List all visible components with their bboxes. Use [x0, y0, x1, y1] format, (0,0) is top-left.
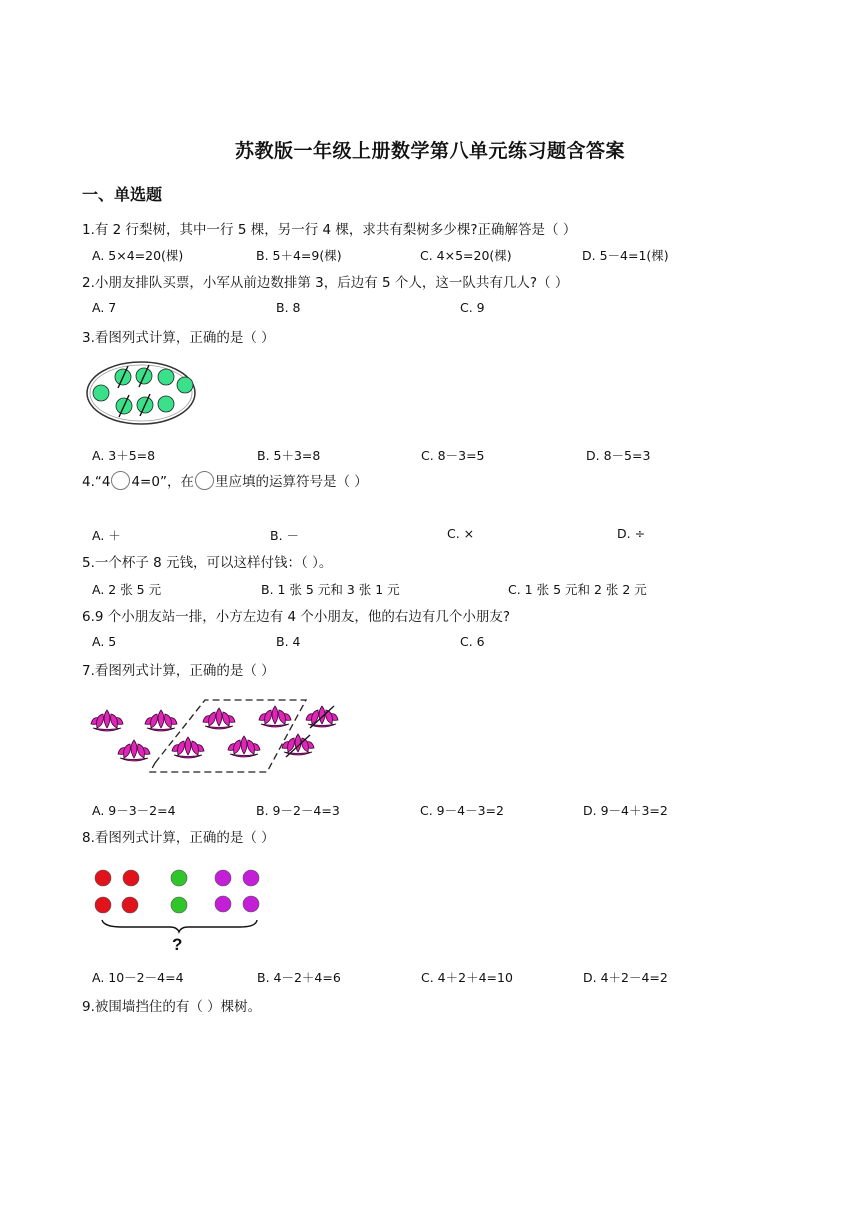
q4-option-d[interactable]: D. ÷	[617, 526, 646, 541]
q2-option-a[interactable]: A. 7	[92, 300, 117, 315]
q8-figure-colored-dots	[82, 856, 274, 958]
q4-option-c[interactable]: C. ×	[447, 526, 475, 541]
q3-option-d[interactable]: D. 8－5=3	[586, 448, 651, 463]
q8-question-mark: ?	[172, 935, 183, 954]
q5-option-a[interactable]: A. 2 张 5 元	[92, 582, 162, 597]
q6-option-c[interactable]: C. 6	[460, 634, 485, 649]
q1-option-a[interactable]: A. 5×4=20(棵)	[92, 248, 184, 263]
section-heading: 一、单选题	[82, 185, 163, 204]
q8-option-d[interactable]: D. 4＋2－4=2	[583, 970, 668, 985]
question-7: 7.看图列式计算，正确的是（ ）	[82, 663, 275, 679]
q8-option-a[interactable]: A. 10－2－4=4	[92, 970, 184, 985]
q5-option-c[interactable]: C. 1 张 5 元和 2 张 2 元	[508, 582, 647, 597]
question-4: 4.“4 4=0”，在 里应填的运算符号是（ ）	[82, 470, 368, 490]
blank-circle-icon	[111, 471, 130, 490]
q3-option-b[interactable]: B. 5＋3=8	[257, 448, 321, 463]
question-1: 1.有 2 行梨树，其中一行 5 棵，另一行 4 棵，求共有梨树多少棵?正确解答是（ ）	[82, 222, 577, 238]
q5-option-b[interactable]: B. 1 张 5 元和 3 张 1 元	[261, 582, 400, 597]
q2-option-c[interactable]: C. 9	[460, 300, 485, 315]
question-9: 9.被围墙挡住的有（ ）棵树。	[82, 999, 262, 1015]
question-2: 2.小朋友排队买票，小军从前边数排第 3，后边有 5 个人，这一队共有几人?（ ）	[82, 275, 569, 291]
question-8: 8.看图列式计算，正确的是（ ）	[82, 830, 275, 846]
q8-option-c[interactable]: C. 4＋2＋4=10	[421, 970, 513, 985]
q3-figure-oval-circles	[84, 358, 198, 428]
q7-option-b[interactable]: B. 9－2－4=3	[256, 803, 340, 818]
q3-option-c[interactable]: C. 8－3=5	[421, 448, 485, 463]
q4-option-a[interactable]: A. ＋	[92, 528, 121, 543]
q8-option-b[interactable]: B. 4－2＋4=6	[257, 970, 341, 985]
q6-option-a[interactable]: A. 5	[92, 634, 117, 649]
question-5: 5.一个杯子 8 元钱，可以这样付钱：（ ）。	[82, 555, 333, 571]
q7-figure-lotus-flowers	[82, 688, 350, 786]
q7-option-c[interactable]: C. 9－4－3=2	[420, 803, 504, 818]
q4-option-b[interactable]: B. －	[270, 528, 300, 543]
question-3: 3.看图列式计算，正确的是（ ）	[82, 330, 275, 346]
q6-option-b[interactable]: B. 4	[276, 634, 301, 649]
page-title: 苏教版一年级上册数学第八单元练习题含答案	[234, 140, 625, 162]
q1-option-d[interactable]: D. 5－4=1(棵)	[582, 248, 669, 263]
question-6: 6.9 个小朋友站一排，小方左边有 4 个小朋友，他的右边有几个小朋友?	[82, 609, 511, 625]
q7-option-d[interactable]: D. 9－4＋3=2	[583, 803, 668, 818]
q2-option-b[interactable]: B. 8	[276, 300, 301, 315]
q1-option-c[interactable]: C. 4×5=20(棵)	[420, 248, 512, 263]
blank-circle-icon	[195, 471, 214, 490]
q3-option-a[interactable]: A. 3＋5=8	[92, 448, 156, 463]
q7-option-a[interactable]: A. 9－3－2=4	[92, 803, 176, 818]
q1-option-b[interactable]: B. 5＋4=9(棵)	[256, 248, 342, 263]
